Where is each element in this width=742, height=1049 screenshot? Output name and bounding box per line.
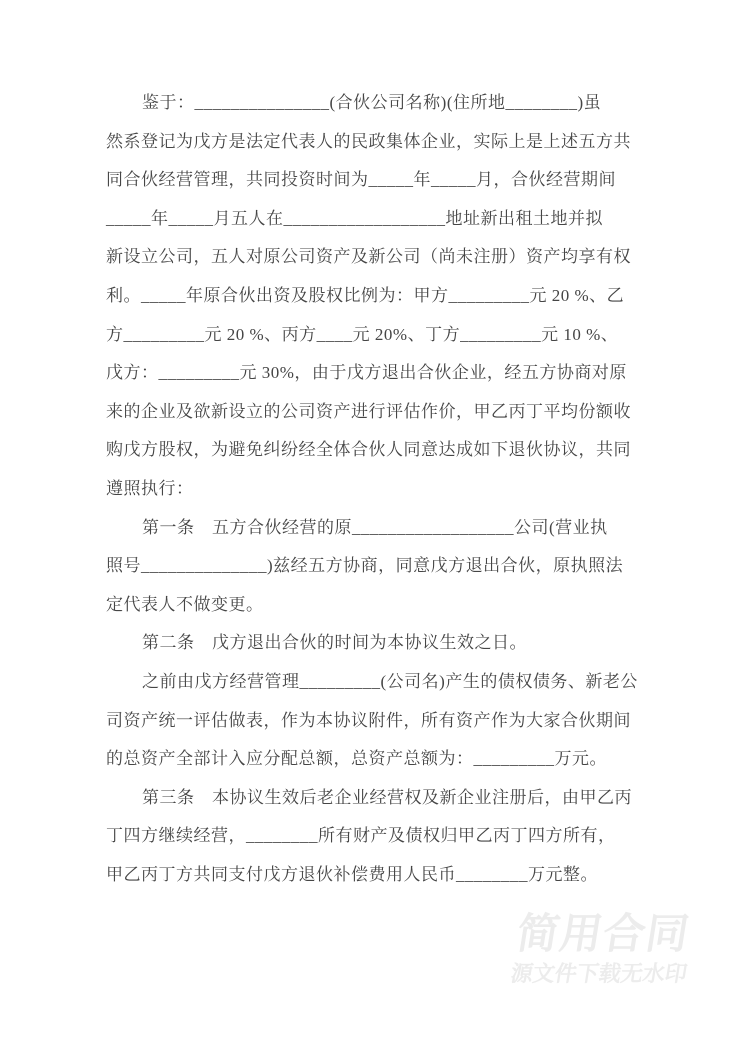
document-line: 甲乙丙丁方共同支付戊方退伙补偿费用人民币________万元整。 <box>106 864 598 884</box>
document-line: 然系登记为戊方是法定代表人的民政集体企业，实际上是上述五方共 <box>106 131 631 151</box>
document-line: 遵照执行： <box>106 478 194 498</box>
document-line: 定代表人不做变更。 <box>106 594 264 614</box>
document-line: 方_________元 20 %、丙方____元 20%、丁方_________元 10 %、 <box>106 324 619 344</box>
document-line: 利。_____年原合伙出资及股权比例为：甲方_________元 20 %、乙 <box>106 285 625 305</box>
document-line: 第二条 戊方退出合伙的时间为本协议生效之日。 <box>142 633 527 653</box>
document-line: 丁四方继续经营，________所有财产及债权归甲乙丙丁四方所有， <box>106 826 616 846</box>
document-line: 购戊方股权，为避免纠纷经全体合伙人同意达成如下退伙协议，共同 <box>106 440 631 460</box>
document-line: 鉴于：_______________(合伙公司名称)(住所地________)虽 <box>142 93 602 112</box>
document-line: _____年_____月五人在__________________地址新出租土地并拟 <box>106 208 603 228</box>
document-line: 第三条 本协议生效后老企业经营权及新企业注册后，由甲乙丙 <box>142 787 632 807</box>
document-line: 来的企业及欲新设立的公司资产进行评估作价，甲乙丙丁平均份额收 <box>106 401 631 421</box>
document-line: 之前由戊方经营管理_________(公司名)产生的债权债务、新老公 <box>142 671 638 691</box>
document-line: 司资产统一评估做表，作为本协议附件，所有资产作为大家合伙期间 <box>106 710 631 730</box>
document-line: 戊方：_________元 30%，由于戊方退出合伙企业，经五方协商对原 <box>106 363 627 383</box>
document-line: 同合伙经营管理，共同投资时间为_____年_____月，合伙经营期间 <box>106 170 616 190</box>
watermark-subtitle: 源文件下载无水印 <box>509 961 689 986</box>
document-line: 第一条 五方合伙经营的原__________________公司(营业执 <box>142 517 608 537</box>
document-line: 新设立公司，五人对原公司资产及新公司（尚未注册）资产均享有权 <box>106 247 631 267</box>
document-line: 照号______________)兹经五方协商，同意戊方退出合伙，原执照法 <box>106 556 624 576</box>
document-body <box>106 84 638 894</box>
watermark <box>509 910 697 986</box>
document-line: 的总资产全部计入应分配总额，总资产总额为：_________万元。 <box>106 749 607 769</box>
watermark-title: 简用合同 <box>513 910 694 957</box>
